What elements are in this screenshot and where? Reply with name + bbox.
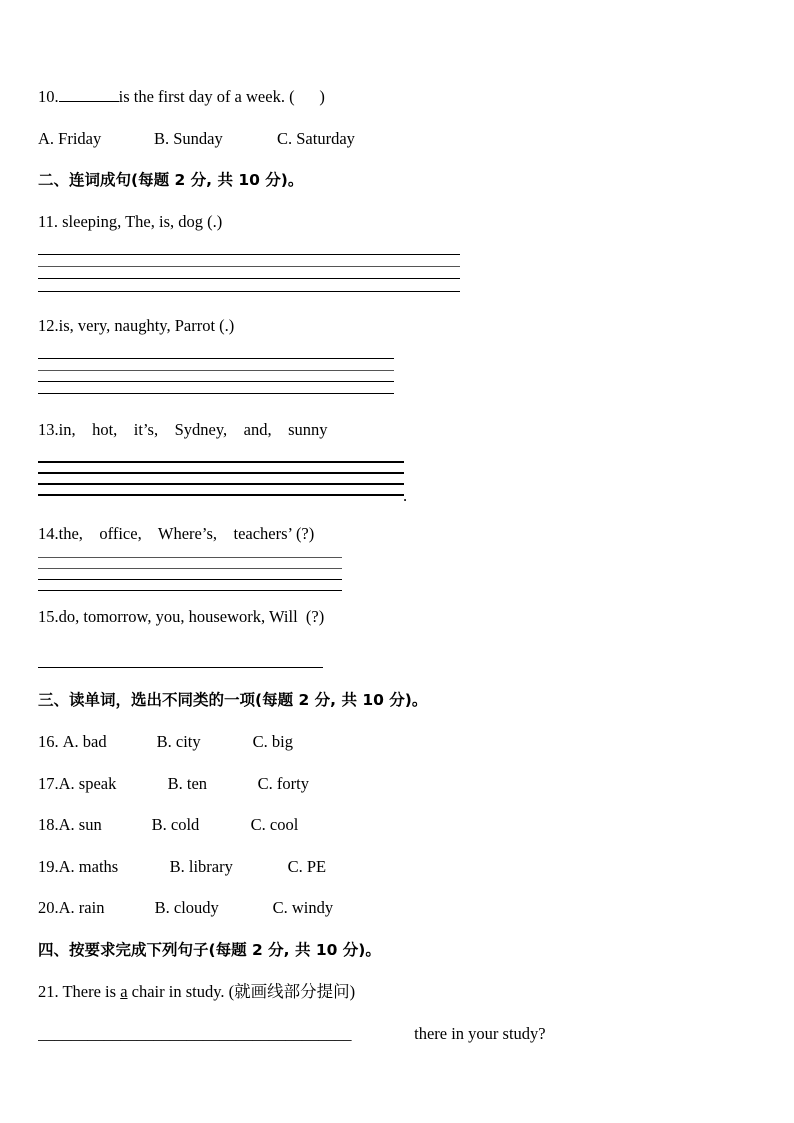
answer-line-12-3 xyxy=(38,381,394,382)
question-18 xyxy=(38,815,298,835)
question-21-answer xyxy=(38,1024,546,1044)
question-12: 12.is, very, naughty, Parrot (.) xyxy=(38,316,235,335)
question-10-blank xyxy=(59,87,119,102)
option-c: C. forty xyxy=(257,774,309,793)
option-c: C. windy xyxy=(272,898,334,917)
question-21 xyxy=(38,982,355,1002)
answer-line-15 xyxy=(38,667,323,668)
section-2-title: 二、连词成句(每题 2 分, 共 10 分)。 xyxy=(38,171,304,189)
answer-line-12-2 xyxy=(38,370,394,371)
question-17-number: 17. xyxy=(38,774,59,793)
option-a: A. speak xyxy=(58,774,117,793)
section-3-title: 三、读单词，选出不同类的一项(每题 2 分, 共 10 分)。 xyxy=(38,691,428,709)
question-18-number: 18. xyxy=(38,815,59,834)
option-b: B. Sunday xyxy=(154,129,223,148)
question-13: 13.in, hot, it’s, Sydney, and, sunny xyxy=(38,420,328,439)
option-a: A. Friday xyxy=(38,129,102,148)
option-c: C. PE xyxy=(287,857,327,876)
option-a: A. maths xyxy=(58,857,119,876)
option-b: B. city xyxy=(156,732,201,751)
answer-line-13-1 xyxy=(38,461,404,463)
option-b: B. ten xyxy=(167,774,208,793)
answer-line-13-3 xyxy=(38,483,404,485)
option-c: C. Saturday xyxy=(277,129,355,148)
question-21-underlined-word: a xyxy=(120,982,128,1001)
answer-line-11-2 xyxy=(38,266,460,267)
answer-line-14-1 xyxy=(38,557,342,558)
question-21-answer-suffix: there in your study? xyxy=(410,1024,546,1043)
question-10-number: 10. xyxy=(38,87,59,106)
answer-line-13-4 xyxy=(38,494,404,496)
question-10-options xyxy=(38,129,355,149)
question-21-prefix: 21. There is xyxy=(38,982,121,1001)
question-19 xyxy=(38,857,326,877)
question-21-suffix: chair in study. (就画线部分提问) xyxy=(127,982,356,1001)
question-14: 14.the, office, Where’s, teachers’ (?) xyxy=(38,524,315,543)
question-16-number: 16. xyxy=(38,732,59,751)
option-c: C. big xyxy=(252,732,293,751)
question-17 xyxy=(38,774,309,794)
option-b: B. cloudy xyxy=(154,898,219,917)
question-19-number: 19. xyxy=(38,857,59,876)
question-10-text: is the first day of a week. ( ) xyxy=(118,87,325,106)
option-a: A. bad xyxy=(62,732,107,751)
answer-line-11-1 xyxy=(38,254,460,255)
answer-line-14-4 xyxy=(38,590,342,591)
option-b: B. cold xyxy=(151,815,200,834)
question-15: 15.do, tomorrow, you, housework, Will (?) xyxy=(38,607,325,626)
answer-line-11-3 xyxy=(38,278,460,279)
question-16 xyxy=(38,732,293,752)
answer-line-14-3 xyxy=(38,579,342,580)
answer-line-12-4 xyxy=(38,393,394,394)
option-a: A. rain xyxy=(58,898,105,917)
question-11: 11. sleeping, The, is, dog (.) xyxy=(38,212,223,231)
option-b: B. library xyxy=(169,857,233,876)
answer-line-12-1 xyxy=(38,358,394,359)
question-13-end-mark: . xyxy=(403,486,408,505)
question-21-answer-blank: ______________________________________ xyxy=(38,1024,352,1043)
question-10 xyxy=(38,87,325,107)
option-c: C. cool xyxy=(250,815,299,834)
question-20-number: 20. xyxy=(38,898,59,917)
answer-line-14-2 xyxy=(38,568,342,569)
answer-line-11-4 xyxy=(38,291,460,292)
question-20 xyxy=(38,898,333,918)
section-4-title: 四、按要求完成下列句子(每题 2 分, 共 10 分)。 xyxy=(38,941,381,959)
option-a: A. sun xyxy=(58,815,102,834)
answer-line-13-2 xyxy=(38,472,404,474)
